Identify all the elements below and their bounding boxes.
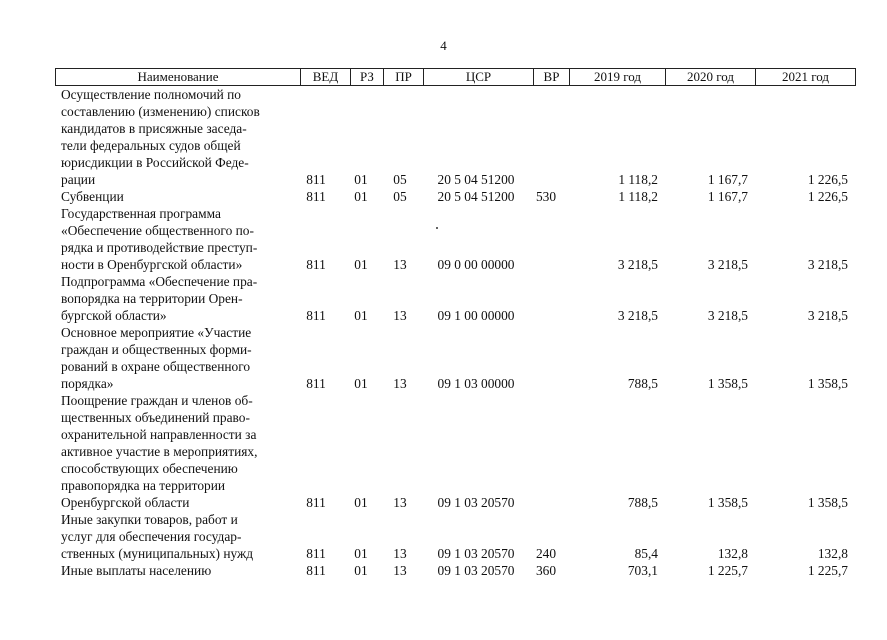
cell-2021: 1 226,5 <box>807 172 848 187</box>
cell-2019: 3 218,5 <box>617 308 658 323</box>
cell-ved: 811 <box>306 376 326 391</box>
cell-pr: 05 <box>393 189 407 204</box>
cell-pr: 13 <box>393 257 407 272</box>
cell-2020: 132,8 <box>717 546 748 561</box>
row-name: Иные выплаты населению <box>61 563 212 578</box>
table-row <box>0 392 887 511</box>
cell-csr: 09 1 03 20570 <box>437 495 515 510</box>
cell-vr <box>531 494 561 511</box>
cell-vr <box>531 256 561 273</box>
cell-vr: 530 <box>535 189 557 204</box>
header-2019: 2019 год <box>570 69 666 85</box>
cell-rz: 01 <box>354 546 368 561</box>
cell-vr <box>531 307 561 324</box>
page-number: 4 <box>440 38 447 53</box>
cell-ved: 811 <box>306 495 326 510</box>
cell-csr: 09 1 03 00000 <box>437 376 515 391</box>
cell-2019: 1 118,2 <box>618 172 658 187</box>
row-name: Поощрение граждан и членов об- щественных объединений право- охранительной направленности за активное участие в мероприятиях, способствующих обеспечению правопорядка на территории Оренбургской области <box>61 393 258 510</box>
header-csr: ЦСР <box>424 69 534 85</box>
cell-csr: 09 1 00 00000 <box>437 308 515 323</box>
cell-ved: 811 <box>306 172 326 187</box>
table-row <box>0 511 887 562</box>
cell-2021: 1 226,5 <box>807 189 848 204</box>
header-rz: РЗ <box>351 69 384 85</box>
row-name: Государственная программа «Обеспечение общественного по- рядка и противодействие преступ- ности в Оренбургской области» <box>61 206 258 272</box>
row-name: Субвенции <box>61 189 124 204</box>
cell-2020: 3 218,5 <box>707 257 748 272</box>
cell-ved: 811 <box>306 189 326 204</box>
table-row <box>0 188 887 205</box>
scan-speck <box>436 227 438 229</box>
header-2020: 2020 год <box>666 69 756 85</box>
cell-ved: 811 <box>306 308 326 323</box>
cell-csr: 20 5 04 51200 <box>437 172 515 187</box>
cell-rz: 01 <box>354 172 368 187</box>
cell-2021: 1 358,5 <box>807 376 848 391</box>
cell-2021: 3 218,5 <box>807 257 848 272</box>
cell-2021: 1 358,5 <box>807 495 848 510</box>
cell-pr: 05 <box>393 172 407 187</box>
cell-csr: 09 1 03 20570 <box>437 563 515 578</box>
cell-ved: 811 <box>306 257 326 272</box>
cell-ved: 811 <box>306 563 326 578</box>
cell-2020: 1 225,7 <box>707 563 748 578</box>
cell-2019: 788,5 <box>627 495 658 510</box>
cell-2020: 1 358,5 <box>707 495 748 510</box>
cell-pr: 13 <box>393 495 407 510</box>
header-vr: ВР <box>534 69 570 85</box>
cell-csr: 20 5 04 51200 <box>437 189 515 204</box>
cell-2019: 85,4 <box>634 546 658 561</box>
row-name: Подпрограмма «Обеспечение пра- вопорядка на территории Орен- бургской области» <box>61 274 258 323</box>
table-row <box>0 324 887 392</box>
cell-rz: 01 <box>354 189 368 204</box>
cell-2019: 788,5 <box>627 376 658 391</box>
cell-ved: 811 <box>306 546 326 561</box>
row-name: Осуществление полномочий по составлению (изменению) списков кандидатов в присяжные заседа- тели федеральных судов общей юрисдикции в Российской Феде- рации <box>61 87 260 187</box>
cell-vr: 360 <box>535 563 557 578</box>
cell-rz: 01 <box>354 308 368 323</box>
header-pr: ПР <box>384 69 424 85</box>
cell-2020: 3 218,5 <box>707 308 748 323</box>
table-row <box>0 562 887 579</box>
cell-vr <box>531 171 561 188</box>
cell-rz: 01 <box>354 495 368 510</box>
cell-2020: 1 358,5 <box>707 376 748 391</box>
row-name: Иные закупки товаров, работ и услуг для обеспечения государ- ственных (муниципальных) нужд <box>61 512 254 561</box>
table-row <box>0 205 887 273</box>
header-name: Наименование <box>56 69 301 85</box>
cell-pr: 13 <box>393 563 407 578</box>
cell-pr: 13 <box>393 546 407 561</box>
table-row <box>0 273 887 324</box>
header-ved: ВЕД <box>301 69 351 85</box>
cell-2021: 3 218,5 <box>807 308 848 323</box>
cell-2019: 703,1 <box>627 563 658 578</box>
header-2021: 2021 год <box>782 69 829 84</box>
cell-csr: 09 0 00 00000 <box>437 257 515 272</box>
cell-rz: 01 <box>354 563 368 578</box>
cell-2019: 3 218,5 <box>617 257 658 272</box>
row-name: Основное мероприятие «Участие граждан и общественных форми- рований в охране общественного порядка» <box>61 325 252 391</box>
cell-vr: 240 <box>535 546 557 561</box>
cell-2020: 1 167,7 <box>707 172 748 187</box>
cell-2021: 132,8 <box>817 546 848 561</box>
cell-2021: 1 225,7 <box>807 563 848 578</box>
cell-pr: 13 <box>393 376 407 391</box>
table-header <box>55 68 856 86</box>
cell-2020: 1 167,7 <box>707 189 748 204</box>
cell-rz: 01 <box>354 376 368 391</box>
cell-2019: 1 118,2 <box>618 189 658 204</box>
cell-csr: 09 1 03 20570 <box>437 546 515 561</box>
cell-rz: 01 <box>354 257 368 272</box>
table-row <box>0 86 887 188</box>
cell-pr: 13 <box>393 308 407 323</box>
cell-vr <box>531 375 561 392</box>
